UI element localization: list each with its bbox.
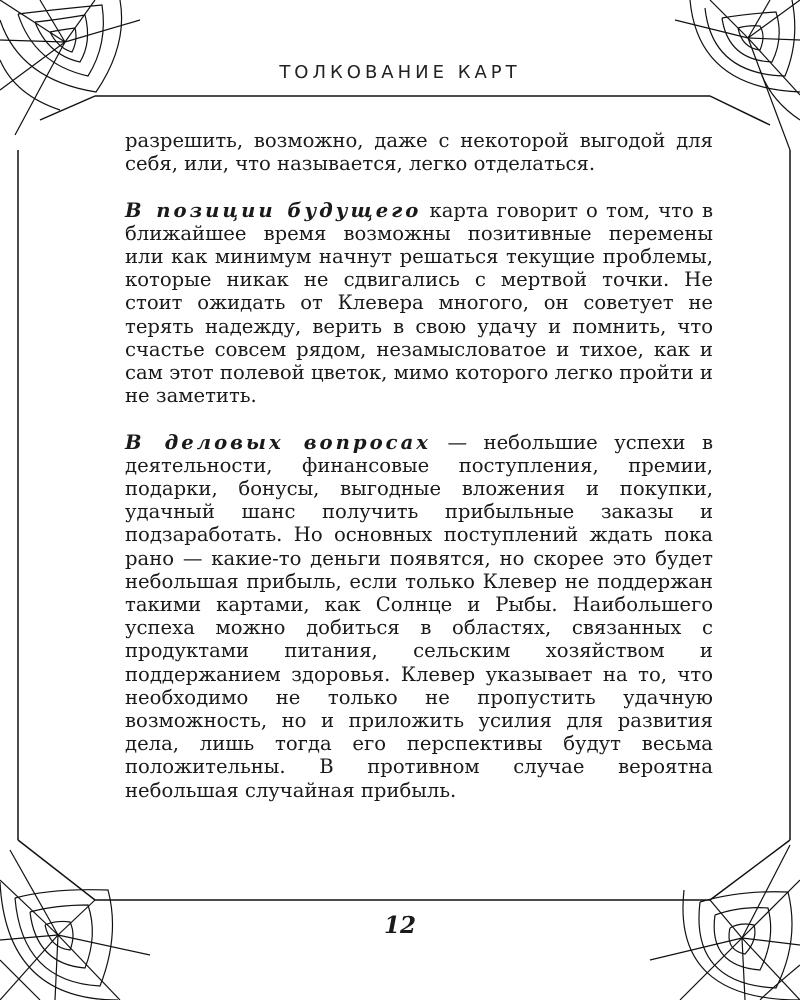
paragraph-future-text: карта говорит о том, что в ближайшее время возможны позитивные перемены или как минимум начнут решаться текущие проблемы, которые никак не сдвигались с мертвой точки. Не стоит ожидать от Клевера многого, он советует не терять надежду, верить в свою удачу и помнить, что счастье совсем рядом, незамысловатое и тихое, как и сам этот полевой цветок, мимо которого легко пройти и не заметить. [125, 198, 713, 408]
paragraph-future-position [125, 199, 713, 408]
paragraph-continuation: разрешить, возможно, даже с некоторой выгодой для себя, или, что называется, легко отделаться. [125, 129, 713, 176]
page-body [125, 129, 713, 825]
running-header: ТОЛКОВАНИЕ КАРТ [279, 62, 521, 83]
paragraph-business [125, 431, 713, 802]
section-heading-future: В позиции будущего [125, 198, 422, 222]
paragraph-business-text: — небольшие успехи в деятельности, финансовые поступления, премии, подарки, бонусы, выгодные вложения и покупки, удачный шанс получить прибыльные заказы и подзаработать. Но основных поступлений ждать пока рано — какие-то деньги появятся, но скорее это будет небольшая прибыль, если только Клевер не поддержан такими картами, как Солнце и Рыбы. Наибольшего успеха можно добиться в областях, связанных с продуктами питания, сельским хозяйством и поддержанием здоровья. Клевер указывает на то, что необходимо не только не пропустить удачную возможность, но и приложить усилия для развития дела, лишь тогда его перспективы будут весьма положительны. В противном случае вероятна небольшая случайная прибыль. [125, 430, 713, 802]
section-heading-business: В деловых вопросах [125, 430, 431, 454]
page-number: 12 [383, 912, 416, 939]
